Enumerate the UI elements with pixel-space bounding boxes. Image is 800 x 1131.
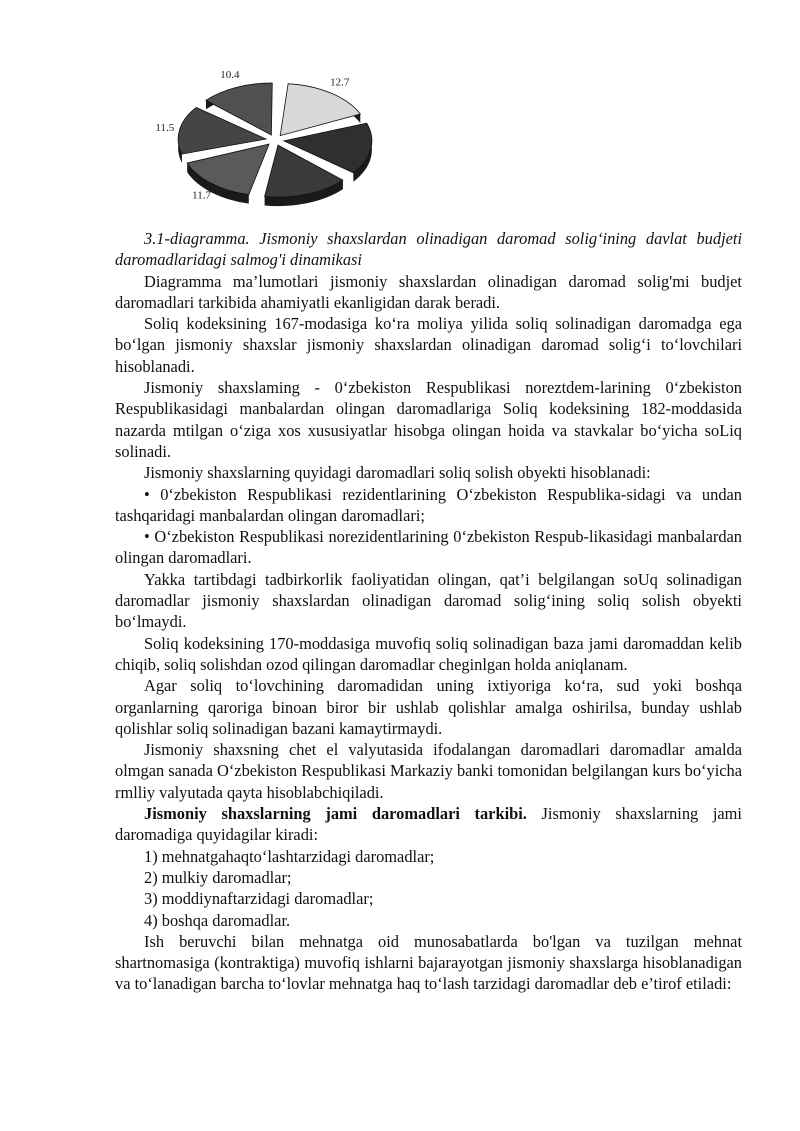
- pie-slice: [187, 144, 269, 195]
- list-item: 3) moddiynaftarzidagi daromadlar;: [144, 889, 374, 909]
- section-title: Jismoniy shaxslarning jami daromadlari tarkibi.: [144, 804, 527, 824]
- bullet-item: • O‘zbekiston Respublikasi norezidentlarining 0‘zbekiston Respub-likasidagi manbalardan olingan daromadlari.: [115, 527, 742, 568]
- paragraph: Yakka tartibdagi tadbirkorlik faoliyatidan olingan, qat’i belgilangan soUq solinadigan daromadlar jismoniy shaxslardan olinadigan daromad solig‘ining soliq solish obyekti bo‘lmaydi.: [115, 569, 742, 632]
- pie-slice-label: 11.5: [155, 122, 175, 135]
- paragraph: Jismoniy shaxsning chet el valyutasida ifodalangan daromadlari daromadlar amalda olmgan sanada O‘zbekiston Respublikasi Markaziy banki tomonidan belgilangan kurs bo‘yicha rmlliy valyutada qayta hisoblabchiqiladi.: [115, 740, 742, 802]
- paragraph: Agar soliq to‘lovchining daromadidan uning ixtiyoriga ko‘ra, sud yoki boshqa organlarning qaroriga binoan biror bir ushlab qolishlar amalga oshirilsa, bunday ushlab qolishlar soliq solinadigan bazani kamaytirmaydi.: [115, 676, 742, 738]
- paragraph: Soliq kodeksining 170-moddasiga muvofiq soliq solinadigan baza jami daromaddan kelib chiqib, soliq solishdan ozod qilingan daromadlar cheginlgan holda aniqlanam.: [115, 633, 742, 674]
- figure-caption: 3.1-diagramma. Jismoniy shaxslardan olinadigan daromad solig‘ining davlat budjeti daromadlaridagi salmog'i dinamikasi: [115, 229, 742, 270]
- pie-slice-label: 12.7: [330, 76, 350, 89]
- paragraph: Jismoniy shaxslarning quyidagi daromadlari soliq solish obyekti hisoblanadi:: [144, 463, 651, 483]
- section-paragraph: [115, 803, 742, 846]
- paragraph: Jismoniy shaxslaming - 0‘zbekiston Respublikasi noreztdem-larining 0‘zbekiston Respublikasidagi manbalardan olingan daromadlariga Soliq kodeksining 182-moddasida nazarda mtilgan o‘ziga xos xususiyatlar hisobga olingan hoida va stavkalar bo‘yicha soLiq solinadi.: [115, 378, 742, 461]
- paragraph: Diagramma ma’lumotlari jismoniy shaxslardan olinadigan daromad solig'mi budjet daromadlari tarkibida ahamiyatli ekanligidan darak beradi.: [115, 271, 742, 312]
- pie-chart: [130, 60, 430, 225]
- document-body: [115, 228, 742, 995]
- section-text: Jismoniy shaxslarning jami daromadiga quyidagilar kiradi:: [115, 804, 742, 845]
- pie-slice-label: 11.7: [192, 189, 212, 202]
- pie-slices: [178, 83, 372, 206]
- list-item: 4) boshqa daromadlar.: [144, 910, 291, 930]
- paragraph: Soliq kodeksining 167-modasiga ko‘ra moliya yilida soliq solinadigan daromadga ega bo‘lgan jismoniy shaxslar jismoniy shaxslardan olinadigan daromad solig‘i to‘lovchilari hisoblanadi.: [115, 314, 742, 376]
- paragraph: Ish beruvchi bilan mehnatga oid munosabatlarda bo'lgan va tuzilgan mehnat shartnomasiga (kontraktiga) muvofiq ishlarni bajarayotgan jismoniy shaxslarga hisoblanadigan va to‘lanadigan barcha to‘lovlar mehnatga haq to‘lash tarzidagi daromadlar deb e’tirof etiladi:: [115, 931, 742, 994]
- list-item: 1) mehnatgahaqto‘lashtarzidagi daromadlar;: [144, 846, 435, 866]
- list-item: 2) mulkiy daromadlar;: [144, 867, 292, 887]
- bullet-item: • 0‘zbekiston Respublikasi rezidentlarining O‘zbekiston Respublika-sidagi va undan tashqaridagi manbalardan olingan daromadlari;: [115, 484, 742, 525]
- pie-slice-label: 10.4: [220, 69, 240, 82]
